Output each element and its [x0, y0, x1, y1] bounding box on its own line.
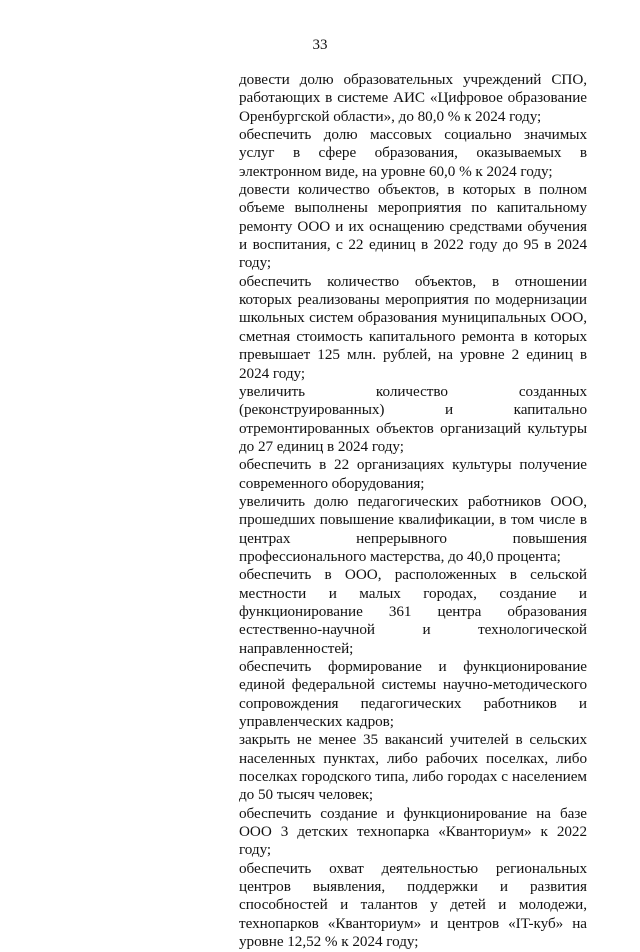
list-item: обеспечить в ООО, расположенных в сельской местности и малых городах, создание и функционирование 361 центра образования естественно-научной и технологической направленностей;	[239, 566, 587, 657]
list-item: обеспечить охват деятельностью региональных центров выявления, поддержки и развития способностей и талантов у детей и молодежи, технопарков «Кванториум» и центров «IT-куб» на уровне 12,52 % к 2024 году;	[239, 859, 587, 951]
list-item: довести количество объектов, в которых в полном объеме выполнены мероприятия по капитальному ремонту ООО и их оснащению средствами обучения и воспитания, с 22 единиц в 2022 году до 95 в 2024 году;	[239, 181, 587, 272]
list-item: обеспечить формирование и функционирование единой федеральной системы научно-методического сопровождения педагогических работников и управленческих кадров;	[239, 658, 587, 731]
list-item: довести долю образовательных учреждений СПО, работающих в системе АИС «Цифровое образование Оренбургской области», до 80,0 % к 2024 году;	[239, 71, 587, 125]
list-item: обеспечить создание и функционирование на базе ООО 3 детских технопарка «Кванториум» к 2022 году;	[239, 804, 587, 859]
page-number: 33	[312, 37, 328, 53]
list-item: увеличить долю педагогических работников ООО, прошедших повышение квалификации, в том числе в центрах непрерывного повышения профессионального мастерства, до 40,0 процента;	[239, 492, 587, 565]
document-body	[239, 71, 587, 952]
list-item: обеспечить в 22 организациях культуры получение современного оборудования;	[239, 456, 587, 492]
list-item: увеличить количество созданных (реконструированных) и капитально отремонтированных объектов организаций культуры до 27 единиц в 2024 году;	[239, 382, 587, 455]
list-item: обеспечить долю массовых социально значимых услуг в сфере образования, оказываемых в электронном виде, на уровне 60,0 % к 2024 году;	[239, 126, 587, 180]
list-item: обеспечить количество объектов, в отношении которых реализованы мероприятия по модернизации школьных систем образования муниципальных ООО, сметная стоимость капитального ремонта в которых превышает 125 млн. рублей, на уровне 2 единиц в 2024 году;	[239, 272, 587, 382]
list-item: закрыть не менее 35 вакансий учителей в сельских населенных пунктах, либо рабочих поселках, либо поселках городского типа, либо городах с населением до 50 тысяч человек;	[239, 731, 587, 804]
